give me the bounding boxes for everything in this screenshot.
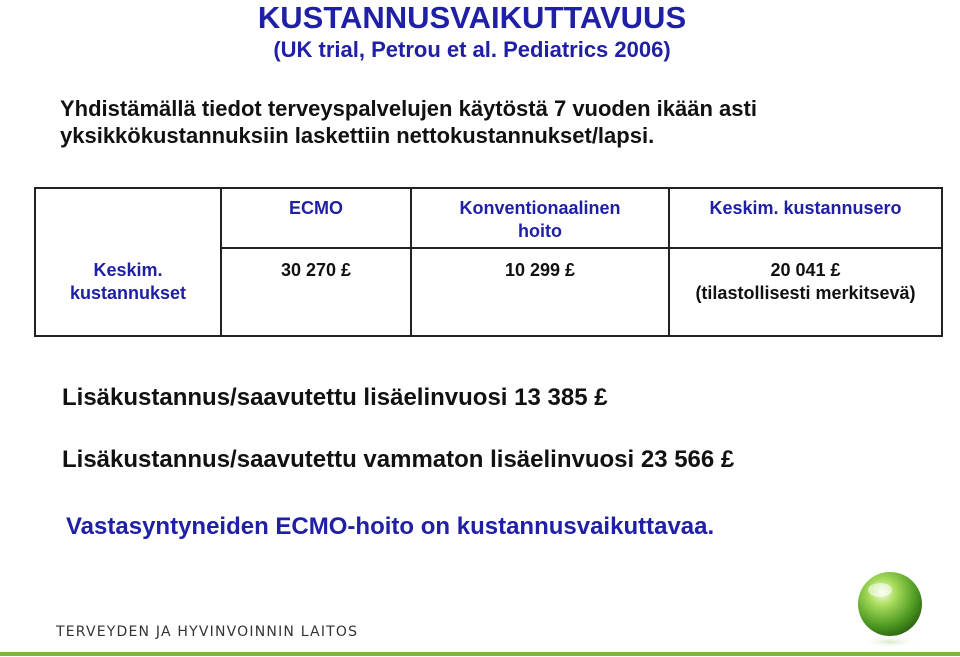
cell-difference	[669, 248, 942, 336]
intro-line-2: yksikkökustannuksiin laskettiin nettokustannukset/lapsi.	[60, 123, 655, 148]
header-conventional-line-1: Konventionaalinen	[459, 198, 621, 218]
footer-organization: TERVEYDEN JA HYVINVOINNIN LAITOS	[56, 624, 359, 640]
cell-ecmo-cost	[221, 248, 411, 336]
header-difference-text: Keskim. kustannusero	[709, 198, 902, 218]
cost-table	[34, 187, 943, 337]
statement-life-year: Lisäkustannus/saavutettu lisäelinvuosi 13 385 £	[62, 384, 608, 411]
footer-divider	[0, 652, 960, 656]
conclusion: Vastasyntyneiden ECMO-hoito on kustannusvaikuttavaa.	[66, 513, 715, 540]
row-label-cell	[35, 188, 221, 336]
intro-text	[60, 95, 920, 149]
cell-conventional-cost	[411, 248, 669, 336]
header-difference	[669, 188, 942, 248]
title-subtitle: (UK trial, Petrou et al. Pediatrics 2006)	[273, 37, 671, 62]
row-label-line-2: kustannukset	[69, 283, 187, 303]
cell-ecmo-cost-text: 30 270 £	[280, 260, 352, 280]
header-conventional-line-2: hoito	[518, 221, 562, 241]
statement-disability-free: Lisäkustannus/saavutettu vammaton lisäelinvuosi 23 566 £	[62, 446, 735, 473]
cell-difference-note: (tilastollisesti merkitsevä)	[695, 283, 916, 303]
title-main: KUSTANNUSVAIKUTTAVUUS	[257, 0, 687, 35]
cell-conventional-cost-text: 10 299 £	[504, 260, 576, 280]
table-header-row	[35, 188, 942, 248]
header-conventional	[411, 188, 669, 248]
intro-line-1: Yhdistämällä tiedot terveyspalvelujen käytöstä 7 vuoden ikään asti	[60, 96, 757, 121]
green-globe-logo-icon	[840, 556, 936, 652]
header-ecmo	[221, 188, 411, 248]
header-ecmo-text: ECMO	[289, 198, 343, 218]
cell-difference-value: 20 041 £	[770, 260, 841, 280]
row-label-line-1: Keskim.	[93, 260, 163, 280]
